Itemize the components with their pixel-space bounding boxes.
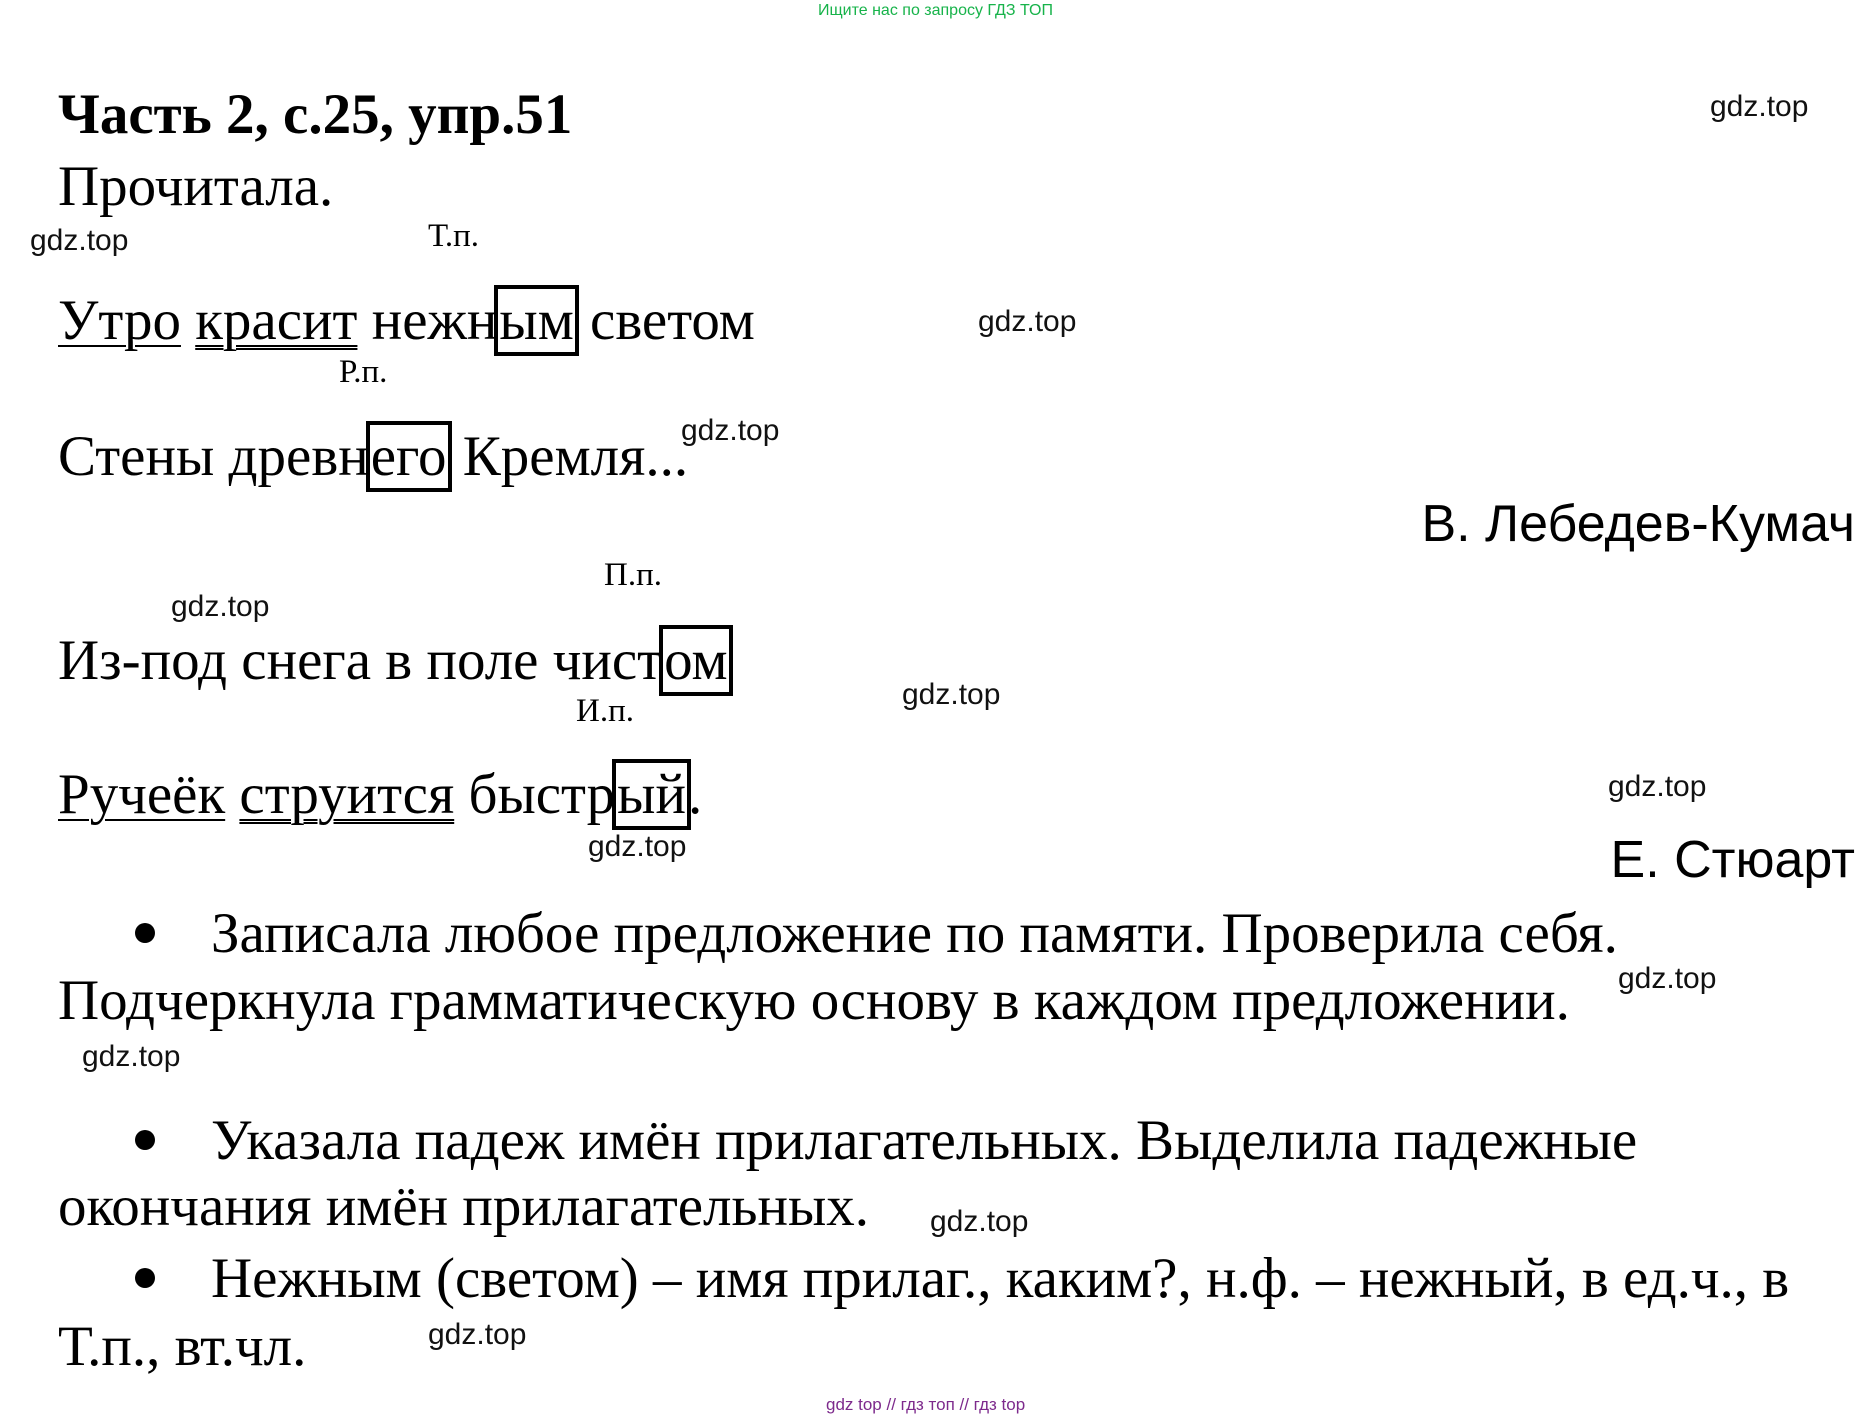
case-label-nominative: И.п.: [576, 693, 634, 729]
poem2-line2: [58, 763, 703, 826]
watermark: gdz.top: [171, 590, 270, 623]
word-stem: быстр: [454, 763, 616, 826]
bullet-item-3-line2: Т.п., вт.чл.: [58, 1315, 307, 1378]
predicate-word: струится: [239, 763, 455, 826]
read-line: Прочитала.: [58, 155, 334, 218]
subject-word: Ручеёк: [58, 763, 226, 826]
adjective-ending-box: ом: [659, 625, 733, 696]
bullet-text: Записала любое предложение по памяти. Проверила себя.: [211, 902, 1618, 965]
case-label-instrumental: Т.п.: [428, 218, 480, 254]
bullet-icon: [135, 1268, 155, 1288]
author-1: В. Лебедев-Кумач: [1421, 495, 1855, 553]
watermark: gdz.top: [978, 305, 1077, 338]
bullet-text: Нежным (светом) – имя прилаг., каким?, н.ф. – нежный, в ед.ч., в: [211, 1247, 1790, 1310]
watermark: gdz.top: [681, 414, 780, 447]
case-label-genitive: Р.п.: [339, 354, 388, 390]
poem1-line1: [58, 289, 755, 352]
watermark: gdz.top: [1710, 90, 1809, 123]
bullet-text: Указала падеж имён прилагательных. Выделила падежные: [211, 1109, 1638, 1172]
bullet-icon: [135, 923, 155, 943]
watermark: gdz.top: [1608, 770, 1707, 803]
subject-word: Утро: [58, 289, 181, 352]
search-hint-note: Ищите нас по запросу ГДЗ ТОП: [818, 2, 1053, 19]
watermark: gdz.top: [1618, 962, 1717, 995]
predicate-word: красит: [195, 289, 358, 352]
bullet-item-2-line2: окончания имён прилагательных.: [58, 1175, 870, 1238]
adjective-ending-box: ый: [612, 759, 691, 830]
watermark: gdz.top: [930, 1205, 1029, 1238]
bullet-item-3-line1: [135, 1247, 1835, 1310]
space: [181, 289, 195, 352]
poem2-line1: [58, 629, 730, 692]
adjective-ending-box: ым: [494, 285, 578, 356]
word-stem: Из-под снега в поле чист: [58, 629, 663, 692]
footer-note: gdz top // гдз топ // гдз top: [826, 1395, 1026, 1414]
case-label-prepositional: П.п.: [604, 557, 662, 593]
watermark: gdz.top: [588, 830, 687, 863]
adjective-ending-box: его: [366, 421, 452, 492]
watermark: gdz.top: [30, 224, 129, 257]
bullet-item-1-line2: Подчеркнула грамматическую основу в каждом предложении.: [58, 969, 1570, 1032]
author-2: Е. Стюарт: [1610, 831, 1855, 889]
bullet-item-2-line1: [135, 1109, 1638, 1172]
word-rest: Кремля...: [448, 425, 689, 488]
poem1-line2: [58, 425, 689, 488]
word-stem: нежн: [357, 289, 498, 352]
page-title: Часть 2, с.25, упр.51: [58, 83, 573, 146]
watermark: gdz.top: [428, 1318, 527, 1351]
watermark: gdz.top: [82, 1040, 181, 1073]
word-stem: Стены древн: [58, 425, 369, 488]
space: [225, 763, 239, 826]
word-rest: .: [687, 763, 703, 826]
bullet-item-1-line1: [135, 902, 1618, 965]
watermark: gdz.top: [902, 678, 1001, 711]
bullet-icon: [135, 1130, 155, 1150]
word-rest: светом: [575, 289, 755, 352]
